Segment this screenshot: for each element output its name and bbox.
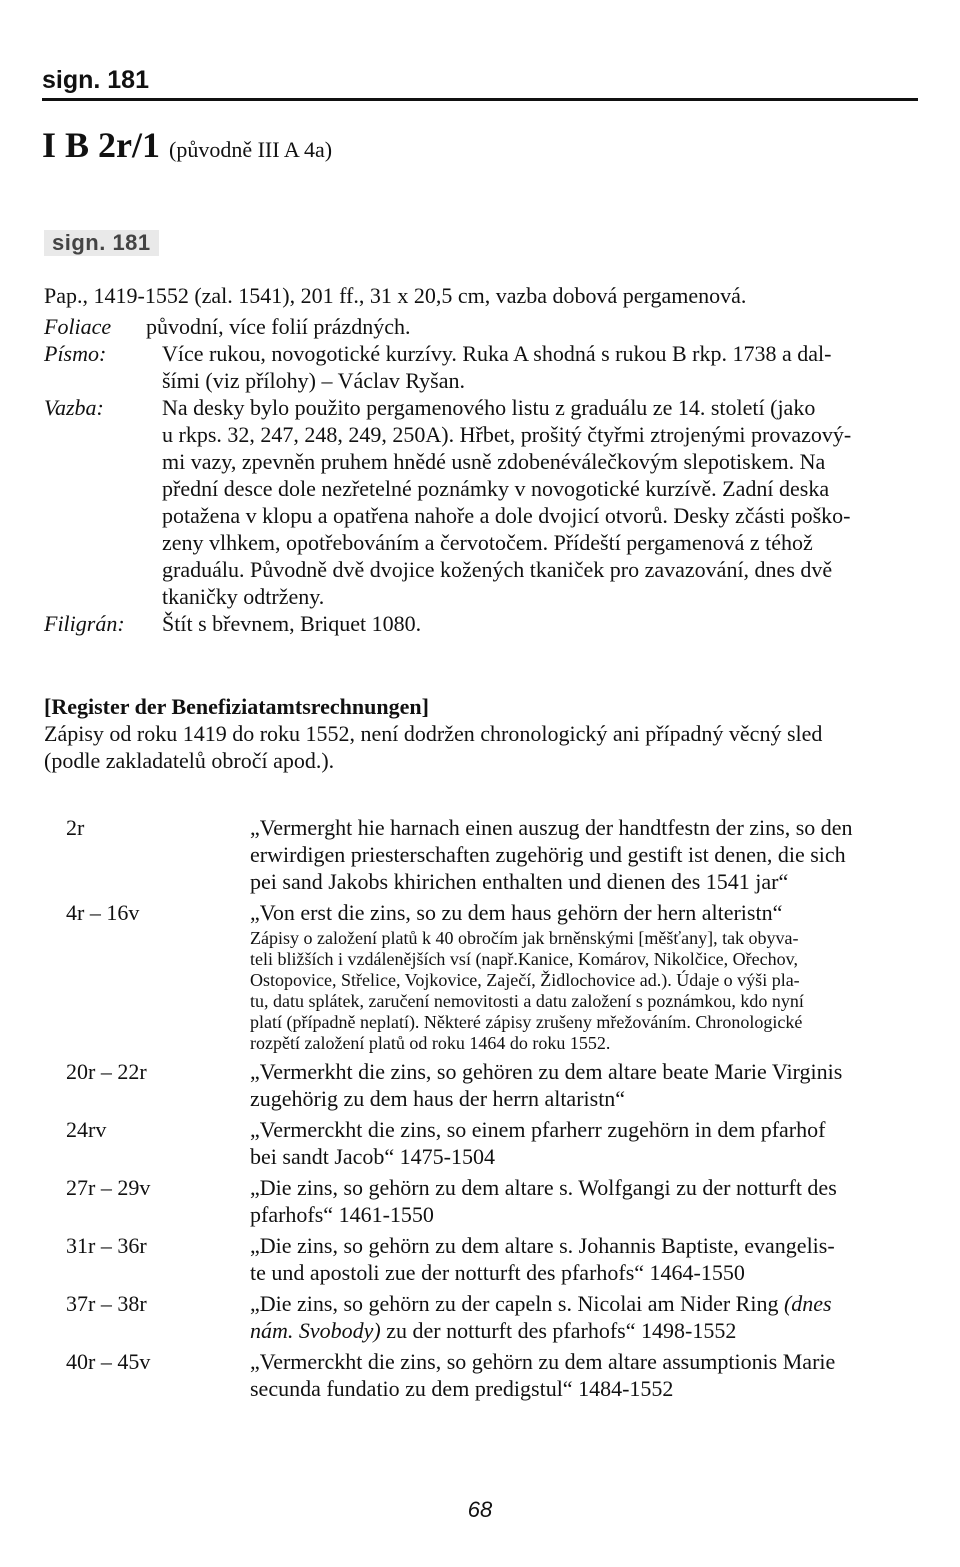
folio-reference: 27r – 29v — [66, 1175, 151, 1200]
sign-stamp: sign. 181 — [44, 230, 159, 256]
page-number: 68 — [467, 1497, 493, 1522]
entry-quote-italic: (dnes — [783, 1291, 832, 1316]
description-label: Písmo: — [44, 341, 107, 366]
description-text: původní, více folií prázdných. — [146, 314, 411, 339]
description-text: Více rukou, novogotické kurzívy. Ruka A shodná s rukou B rkp. 1738 a dal- šími (viz přílohy) – Václav Ryšan. — [162, 341, 832, 393]
list-item — [66, 814, 916, 895]
entry-body — [250, 1116, 916, 1170]
section-intro: Zápisy od roku 1419 do roku 1552, není dodržen chronologický ani případný věcný sled (podle zakladatelů obročí apod.). — [44, 721, 823, 773]
physical-description: Pap., 1419-1552 (zal. 1541), 201 ff., 31 x 20,5 cm, vazba dobová pergamenová. — [44, 283, 747, 308]
description-row-pismo — [44, 340, 924, 394]
entry-quote: „Von erst die zins, so zu dem haus gehörn der hern alteristn“ — [250, 900, 783, 925]
folio-reference: 20r – 22r — [66, 1059, 147, 1084]
entry-quote: „Vermerght hie harnach einen auszug der handtfestn der zins, so den erwirdigen priesterschaften zugehörig und gestift ist denen, die sich pei sand Jakobs khirichen enthalten und dienen des 1541 jar“ — [250, 815, 853, 894]
list-item — [66, 1058, 916, 1112]
shelfmark-original: (původně III A 4a) — [169, 137, 333, 162]
entry-body — [250, 1232, 916, 1286]
description-row-filigran — [44, 610, 924, 637]
description-label: Filigrán: — [44, 611, 125, 636]
entry-body — [250, 1058, 916, 1112]
list-item — [66, 899, 916, 1054]
folio-reference: 31r – 36r — [66, 1233, 147, 1258]
description-block — [44, 313, 924, 637]
entry-quote-part: zu der notturft des pfarhofs“ 1498-1552 — [380, 1318, 737, 1343]
entry-note: Zápisy o založení platů k 40 obročím jak brněnskými [měšťany], tak obyva- teli bližších i vzdálenějších vsí (např.Kanice, Komárov, Nikolčice, Ořechov, Ostopovice, Střelice, Vojkovice, Zaječí, Židlochovice ad.). Údaje o výši pla- tu, datu splátek, zaručení nemovitosti a datu založení s poznámkou, kdo nyní platí (případně neplatí). Některé zápisy zrušeny mřežováním. Chronologické rozpětí založení platů od roku 1464 do roku 1552. — [250, 928, 804, 1053]
description-row-vazba — [44, 394, 924, 610]
list-item — [66, 1174, 916, 1228]
list-item — [66, 1290, 916, 1344]
section-title: [Register der Benefiziatamtsrechnungen] — [44, 694, 429, 719]
header-rule — [42, 98, 918, 101]
entry-body — [250, 1174, 916, 1228]
description-text: Štít s břevnem, Briquet 1080. — [162, 611, 422, 636]
entry-quote: „Vermerckht die zins, so einem pfarherr zugehörn in dem pfarhof bei sandt Jacob“ 1475-1504 — [250, 1117, 826, 1169]
entries-list — [66, 814, 916, 1402]
entry-body — [250, 899, 916, 1054]
entry-body — [250, 1348, 916, 1402]
entry-body — [250, 1290, 916, 1344]
folio-reference: 40r – 45v — [66, 1349, 151, 1374]
list-item — [66, 1116, 916, 1170]
shelfmark-main: I B 2r/1 — [42, 125, 161, 165]
list-item — [66, 1232, 916, 1286]
folio-reference: 37r – 38r — [66, 1291, 147, 1316]
register-section — [44, 693, 920, 774]
description-text: Na desky bylo použito pergamenového listu z graduálu ze 14. století (jako u rkps. 32, 247, 248, 249, 250A). Hřbet, prošitý čtyřmi ztrojenými provazový- mi vazy, zpevněn pruhem hnědé usně zdobenéválečkovým slepotiskem. Na přední desce dole nezřetelné poznámky v novogotické kurzívě. Zadní deska potažena v klopu a opatřena nahoře a dole dvojicí otvorů. Desky zčásti poško- zeny vlhkem, opotřebováním a červotočem. Přídeští pergamenová z téhož graduálu. Původně dvě dvojice kožených tkaniček pro zavazování, dnes dvě tkaničky odtrženy. — [162, 395, 852, 609]
entry-quote-italic: nám. Svobody) — [250, 1318, 381, 1343]
shelfmark-heading — [42, 120, 332, 175]
entry-quote: „Die zins, so gehörn zu dem altare s. Johannis Baptiste, evangelis- te und apostoli zue der notturft des pfarhofs“ 1464-1550 — [250, 1233, 835, 1285]
entry-quote — [250, 1290, 916, 1344]
description-label: Vazba: — [44, 395, 104, 420]
entry-quote: „Vermerckht die zins, so gehörn zu dem altare assumptionis Marie secunda fundatio zu dem predigstul“ 1484-1552 — [250, 1349, 836, 1401]
folio-reference: 24rv — [66, 1117, 107, 1142]
entry-quote: „Die zins, so gehörn zu dem altare s. Wolfgangi zu der notturft des pfarhofs“ 1461-1550 — [250, 1175, 837, 1227]
description-label: Foliace — [44, 314, 112, 339]
description-row-foliace — [44, 313, 924, 340]
running-head: sign. 181 — [42, 66, 149, 94]
folio-reference: 2r — [66, 815, 85, 840]
entry-quote-part: „Die zins, so gehörn zu der capeln s. Nicolai am Nider Ring — [250, 1291, 784, 1316]
list-item — [66, 1348, 916, 1402]
entry-quote: „Vermerkht die zins, so gehören zu dem altare beate Marie Virginis zugehörig zu dem haus der herrn altaristn“ — [250, 1059, 843, 1111]
entry-body — [250, 814, 916, 895]
folio-reference: 4r – 16v — [66, 900, 140, 925]
